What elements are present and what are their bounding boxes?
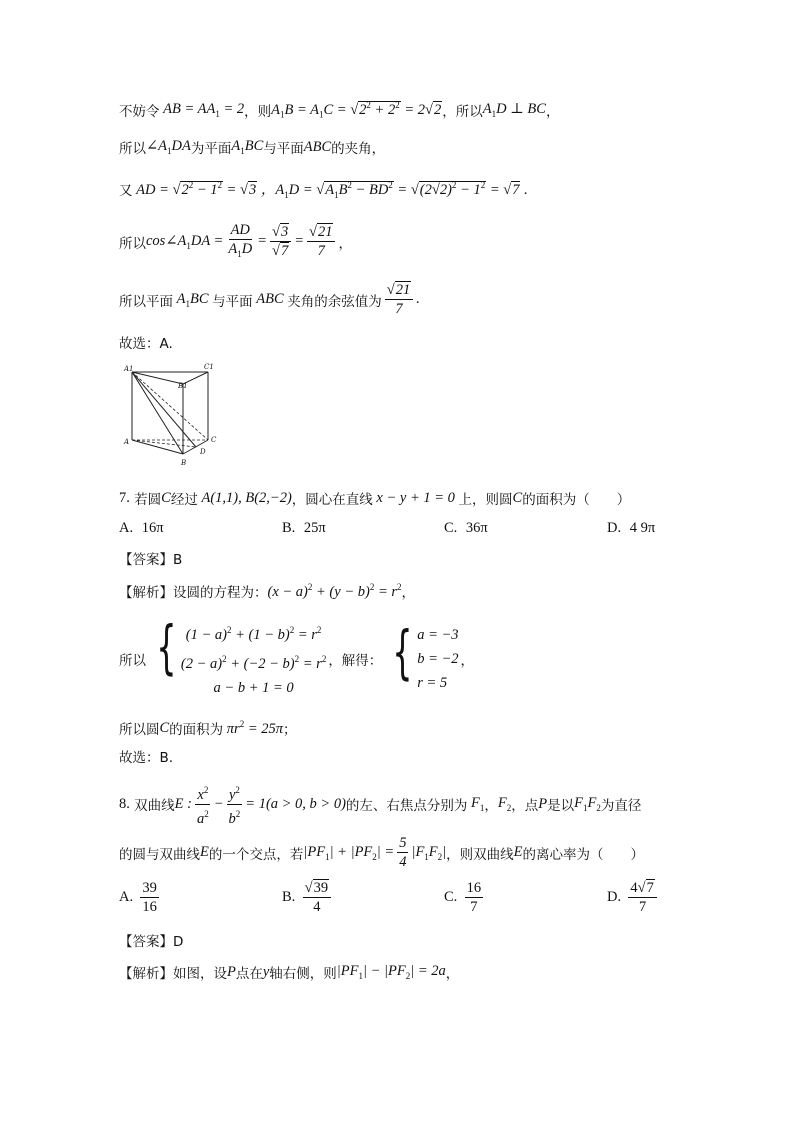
fraction: $\frac{√39}{4}$ <box>303 880 331 915</box>
q8-answer: 【答案】D <box>119 934 184 950</box>
math-expr: $\pi r^2 = 25\pi$ <box>223 718 284 737</box>
fraction: $\frac{x^2}{a^2}$ <box>195 782 211 827</box>
label-A1: A1 <box>124 365 134 373</box>
equation-system: { $(1 - a)^2 + (1 - b)^2 = r^2$ $(2 - a)^2 + (-2 - b)^2 = r^2$ a − b + 1 = 0 <box>156 613 327 696</box>
q8-option-d[interactable]: D. $\frac{4√7}{7}$ <box>607 880 660 915</box>
math-expr: ABC <box>303 138 332 155</box>
solution-line-2: 所以 $\angle A_1DA$ 为平面 $A_1BC$ 与平面 ABC 的夹角， <box>119 138 386 157</box>
label-C: C <box>211 436 217 444</box>
q7-option-b[interactable]: B. 25π <box>282 520 326 536</box>
q7-option-a[interactable]: A. 16π <box>119 520 164 536</box>
math-expr: AD = $√2^2 - 1^2 = √3$ ，$A_1D = √A_1B^2 - BD^2 = √(2√2)^2 - 1^2 = √7$ . <box>132 180 528 200</box>
q7-option-c[interactable]: C. 36π <box>444 520 488 536</box>
q8-option-a[interactable]: A. $\frac{39}{16}$ <box>119 880 157 915</box>
math-expr: A(1,1), B(2,−2) <box>197 489 292 506</box>
label-C1: C1 <box>204 363 214 371</box>
q7-stem: 7. 若圆 C 经过 A(1,1), B(2,−2) ，圆心在直线 x − y + 1 = 0 上，则圆 C 的面积为（ ） <box>119 489 631 508</box>
prism-figure <box>118 362 223 470</box>
label-D: D <box>200 448 206 456</box>
q8-stem-1: 8. 双曲线 E : $\frac{x^2}{a^2}$ − $\frac{y^2}{b^2}$ = 1(a > 0, b > 0) 的左、右焦点分别为 $F_1$ ， $F_2$ ，点 P 是以 $F_1F_2$ 为直径 <box>119 782 641 827</box>
math-expr: x − y + 1 = 0 <box>372 489 459 506</box>
label-B: B <box>181 459 187 467</box>
q7-analysis-area: 所以圆 C 的面积为 $\pi r^2 = 25\pi$ ； <box>119 718 297 738</box>
math-expr: $\angle A_1DA$ <box>146 138 191 156</box>
q7-analysis-1: 【解析】 设圆的方程为： $(x - a)^2 + (y - b)^2 = r^2$ ， <box>119 581 415 601</box>
solution-line-3: 又 AD = $√2^2 - 1^2 = √3$ ，$A_1D = √A_1B^2 - BD^2 = √(2√2)^2 - 1^2 = √7$ . <box>119 178 528 200</box>
q7-option-d[interactable]: D. 4 9π <box>607 520 656 536</box>
fraction: $\frac{4√7}{7}$ <box>628 880 656 915</box>
solution-line-5: 所以平面 $A_1BC$ 与平面 ABC 夹角的余弦值为 $\frac{√21}{7}$ . <box>119 282 420 317</box>
q8-option-c[interactable]: C. $\frac{16}{7}$ <box>444 880 482 915</box>
fraction: $\frac{16}{7}$ <box>466 880 482 915</box>
math-expr: $A_1D$ ⊥ BC <box>482 101 546 119</box>
q7-answer: 【答案】B <box>119 552 183 568</box>
label-A: A <box>124 438 130 446</box>
label-B1: B1 <box>178 382 188 390</box>
math-expr: $A_1BC$ <box>173 290 213 309</box>
q7-choose: 故选：B. <box>119 750 174 766</box>
math-expr: AB = $AA_1 = 2$ <box>159 101 245 119</box>
q8-stem-2: 的圆与双曲线 E 的一个交点，若 $|PF_1| + |PF_2|$ = $\frac{5}{4}$ $|F_1F_2|$ ，则双曲线 E 的离心率为（ ） <box>119 835 645 870</box>
fraction: $\frac{AD}{A_1D}$ <box>228 222 253 259</box>
math-expr: $A_1B = A_1C = √2^2 + 2^2 = 2√2$ <box>271 100 442 120</box>
fraction: $\frac{√3}{√7}$ <box>270 224 291 259</box>
math-expr: $A_1BC$ <box>231 138 264 156</box>
math-expr: ABC <box>252 291 288 307</box>
math-expr: $\cos\angle A_1DA$ = <box>146 233 224 251</box>
math-expr: $(x - a)^2 + (y - b)^2 = r^2$ <box>267 581 402 600</box>
q8-option-b[interactable]: B. $\frac{√39}{4}$ <box>282 880 334 915</box>
solution-line-4: 所以 $\cos\angle A_1DA$ = $\frac{AD}{A_1D}$ = $\frac{√3}{√7}$ = $\frac{√21}{7}$ ， <box>119 222 352 262</box>
answer-choice-6: 故选：A. <box>119 336 173 352</box>
fraction: $\frac{y^2}{b^2}$ <box>227 782 243 827</box>
fraction: $\frac{√21}{7}$ <box>307 224 335 259</box>
fraction: $\frac{39}{16}$ <box>142 880 157 915</box>
fraction: $\frac{√21}{7}$ <box>385 282 413 317</box>
solution-line-1: 不妨令 AB = $AA_1 = 2$ ，则 $A_1B = A_1C = √2^2 + 2^2 = 2√2$ ，所以 $A_1D$ ⊥ BC ， <box>119 100 560 120</box>
fraction: $\frac{5}{4}$ <box>399 835 407 870</box>
solution-system: { a = −3 b = −2 r = 5 <box>392 617 459 691</box>
q8-analysis-1: 【解析】 如图，设 P 点在 y 轴右侧，则 $|PF_1| - |PF_2| = 2a$ ， <box>119 963 460 982</box>
q7-analysis-system: 所以 { $(1 - a)^2 + (1 - b)^2 = r^2$ $(2 - a)^2 + (-2 - b)^2 = r^2$ a − b + 1 = 0 ，解得： { a = −3 b = −2 r = 5 ， <box>119 618 474 700</box>
